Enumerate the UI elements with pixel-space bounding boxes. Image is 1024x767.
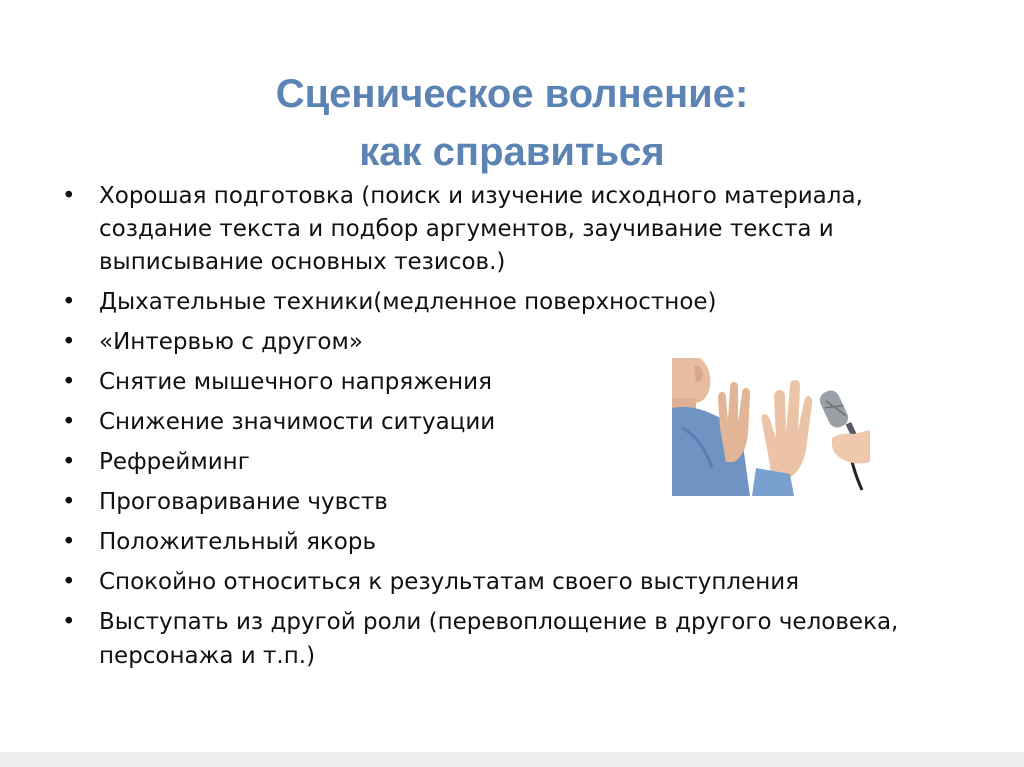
list-item [62,565,962,599]
list-item-text: Снижение значимости ситуации [99,409,496,435]
list-item [62,325,962,359]
bullet-icon: • [62,369,76,395]
list-item-text: Снятие мышечного напряжения [99,369,492,395]
bullet-icon: • [62,449,76,475]
bullet-icon: • [62,329,76,355]
bullet-icon: • [62,183,76,209]
list-item-text: Выступать из другой роли (перевоплощение в другого человека, персонажа и т.п.) [99,609,899,669]
bottom-strip [0,752,1024,767]
person-refusing-microphone-photo [672,358,870,496]
face-shape [672,358,710,404]
list-item [62,285,962,319]
list-item-text: Спокойно относиться к результатам своего выступления [99,569,800,595]
list-item-text: Рефрейминг [99,449,250,475]
bullet-icon: • [62,569,76,595]
slide-title [0,65,1024,181]
bullet-icon: • [62,409,76,435]
list-item-text: Проговаривание чувств [99,489,388,515]
list-item [62,605,962,673]
holding-hand-shape [832,430,870,464]
list-item-text: «Интервью с другом» [99,329,363,355]
list-item [62,525,962,559]
bullet-icon: • [62,609,76,635]
title-line-2: как справиться [359,129,665,174]
list-item-text: Положительный якорь [99,529,377,555]
bullet-icon: • [62,529,76,555]
near-hand-shape [761,380,812,480]
bullet-icon: • [62,289,76,315]
list-item [62,180,962,279]
list-item-text: Дыхательные техники(медленное поверхностное) [99,289,717,315]
bullet-icon: • [62,489,76,515]
list-item-text: Хорошая подготовка (поиск и изучение исходного материала, создание текста и подбор аргументов, заучивание текста и выписывание основных тезисов.) [99,183,863,275]
title-line-1: Сценическое волнение: [275,71,749,116]
